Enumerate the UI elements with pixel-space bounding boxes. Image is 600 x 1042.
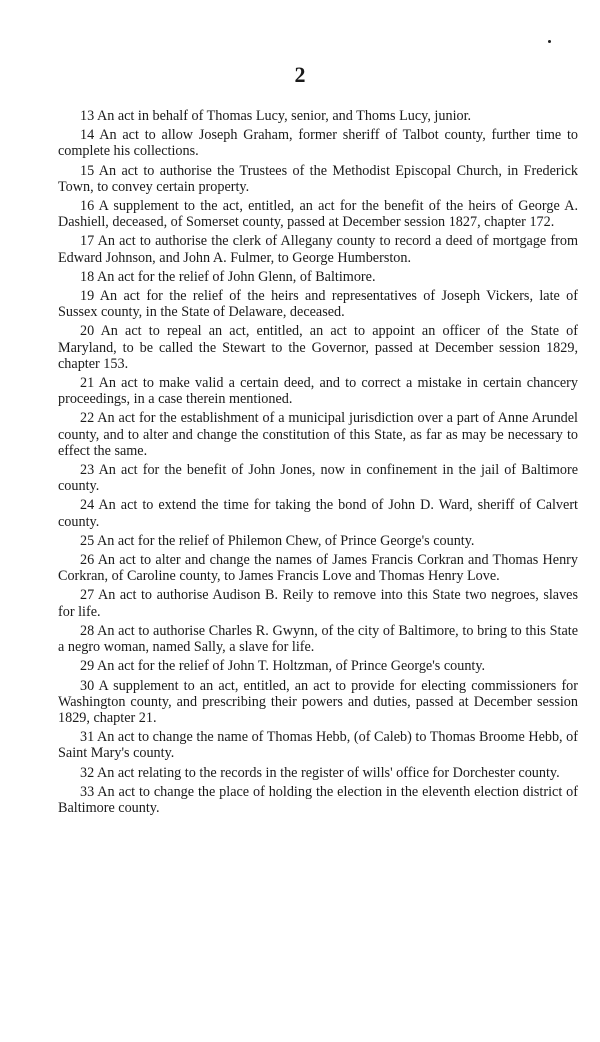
act-entry — [58, 127, 578, 159]
act-number: 22 — [80, 410, 95, 427]
act-text: An act to authorise Charles R. Gwynn, of the city of Baltimore, to bring to this State a negro woman, named Sally, a slave for life. — [58, 622, 579, 656]
act-text: A supplement to an act, entitled, an act to provide for electing commissioners for Washington county, and prescribing their powers and duties, passed at December session 1829, chapter 21. — [58, 677, 578, 726]
act-text: An act to authorise Audison B. Reily to remove into this State two negroes, slaves for life. — [58, 587, 579, 620]
act-entry — [58, 678, 578, 727]
ink-speck — [548, 40, 551, 43]
act-number: 26 — [80, 552, 95, 569]
act-entry — [58, 784, 578, 816]
act-entry — [58, 108, 578, 124]
act-text: An act for the relief of the heirs and representatives of Joseph Vickers, late of Sussex county, in the State of Delaware, deceased. — [58, 288, 578, 321]
act-text: An act to alter and change the names of James Francis Corkran and Thomas Henry Corkran, of Caroline county, to James Francis Love and Thomas Henry Love. — [58, 552, 578, 585]
act-text: An act for the relief of John T. Holtzman, of Prince George's county. — [96, 658, 486, 675]
act-text: An act for the relief of Philemon Chew, of Prince George's county. — [96, 532, 475, 549]
act-text: An act to repeal an act, entitled, an act to appoint an officer of the State of Maryland, to be called the Stewart to the Governor, passed at December session 1829, chapter 153. — [58, 323, 578, 372]
act-number: 25 — [80, 532, 95, 549]
act-text: An act to change the name of Thomas Hebb, (of Caleb) to Thomas Broome Hebb, of Saint Mary's county. — [58, 729, 578, 762]
act-entry — [58, 269, 578, 285]
act-entry — [58, 410, 578, 459]
act-number: 28 — [80, 622, 95, 639]
act-number: 20 — [80, 323, 95, 340]
act-text: An act for the establishment of a municipal jurisdiction over a part of Anne Arundel county, and to alter and change the constitution of this State, as far as may be necessary to effect the same. — [58, 410, 578, 459]
act-entry — [58, 163, 578, 195]
act-number: 31 — [80, 729, 95, 746]
act-number: 13 — [80, 108, 95, 124]
act-text: An act to authorise the Trustees of the Methodist Episcopal Church, in Frederick Town, to convey certain property. — [58, 162, 578, 195]
act-entry — [58, 587, 578, 619]
act-number: 24 — [80, 497, 95, 514]
act-number: 19 — [80, 288, 95, 305]
act-text: An act to allow Joseph Graham, former sheriff of Talbot county, further time to complete his collections. — [58, 127, 579, 160]
act-text: An act in behalf of Thomas Lucy, senior, and Thoms Lucy, junior. — [96, 108, 472, 124]
act-entry — [58, 323, 578, 372]
act-number: 15 — [80, 162, 95, 179]
act-number: 29 — [80, 658, 95, 675]
act-number: 16 — [80, 198, 95, 215]
act-entry — [58, 552, 578, 584]
act-text: An act to authorise the clerk of Allegany county to record a deed of mortgage from Edward Johnson, and John A. Fulmer, to George Humberston. — [58, 233, 578, 266]
act-number: 17 — [80, 233, 95, 250]
act-text: An act for the benefit of John Jones, now in confinement in the jail of Baltimore county. — [58, 462, 579, 495]
act-entry — [58, 462, 578, 494]
act-entry — [58, 288, 578, 320]
act-text: An act to change the place of holding the election in the eleventh election district of Baltimore county. — [58, 783, 578, 816]
act-entry — [58, 729, 578, 761]
act-text: A supplement to the act, entitled, an act for the benefit of the heirs of George A. Dashiell, deceased, of Somerset county, passed at December session 1827, chapter 172. — [58, 198, 578, 231]
act-text: An act to extend the time for taking the bond of John D. Ward, sheriff of Calvert county. — [58, 497, 578, 530]
act-number: 21 — [80, 375, 95, 392]
act-text: An act to make valid a certain deed, and to correct a mistake in certain chancery proceedings, in a case therein mentioned. — [58, 375, 578, 408]
act-text: An act relating to the records in the register of wills' office for Dorchester county. — [96, 764, 560, 781]
act-entry — [58, 533, 578, 549]
act-entry — [58, 623, 578, 655]
acts-list — [58, 108, 578, 819]
act-number: 33 — [80, 783, 95, 800]
act-number: 27 — [80, 587, 95, 604]
act-entry — [58, 765, 578, 781]
act-entry — [58, 375, 578, 407]
act-number: 23 — [80, 462, 95, 479]
act-number: 18 — [80, 268, 95, 285]
page-number: 2 — [294, 62, 306, 87]
act-number: 32 — [80, 764, 95, 781]
act-entry — [58, 658, 578, 674]
act-number: 14 — [80, 127, 95, 144]
act-entry — [58, 233, 578, 265]
act-entry — [58, 497, 578, 529]
act-entry — [58, 198, 578, 230]
act-text: An act for the relief of John Glenn, of Baltimore. — [96, 268, 376, 285]
act-number: 30 — [80, 677, 95, 694]
